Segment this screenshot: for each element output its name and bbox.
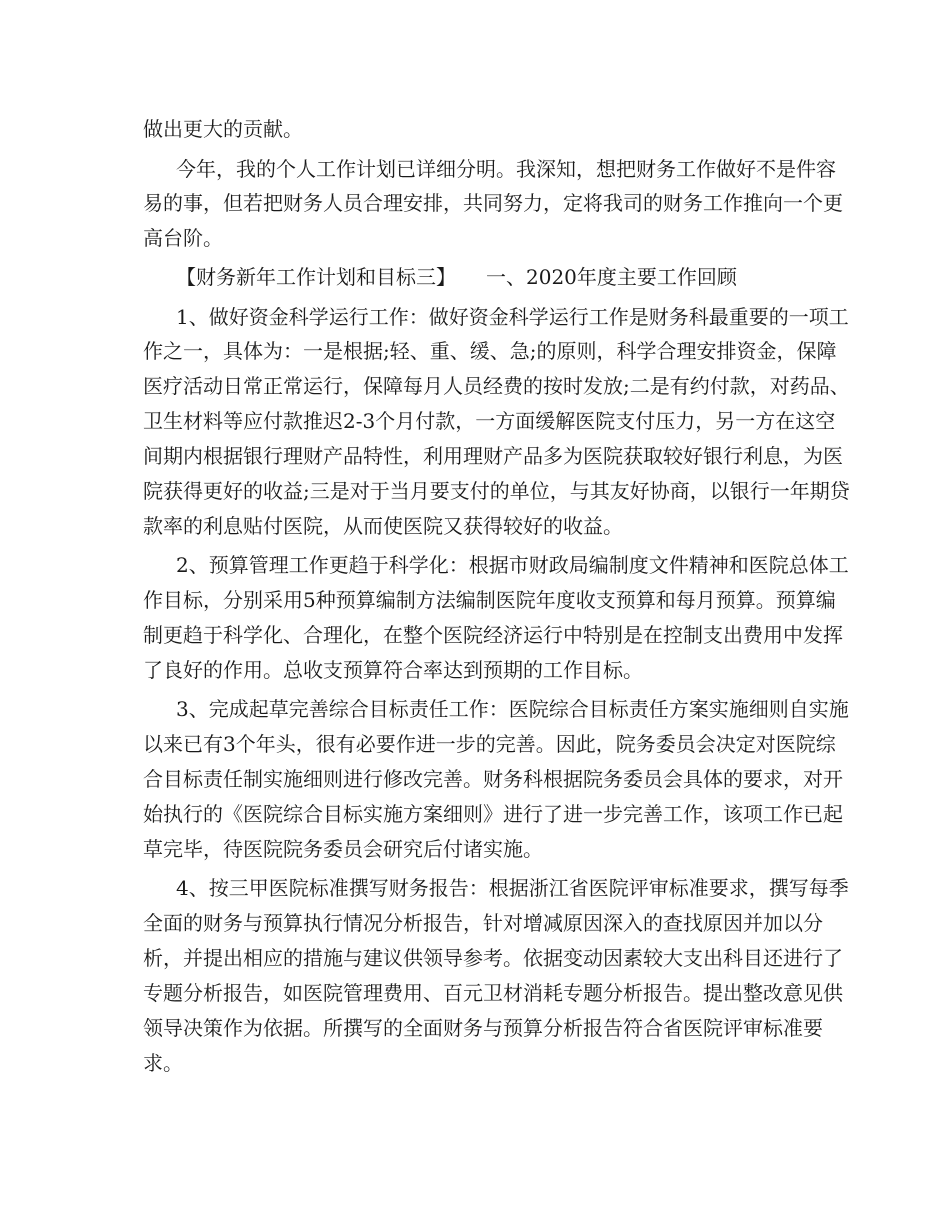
text-line: 易的事，但若把财务人员合理安排，共同努力，定将我司的财务工作推向一个更 (143, 191, 843, 215)
text-line: 款率的利息贴付医院，从而使医院又获得较好的收益。 (143, 514, 623, 538)
text-line: 合目标责任制实施细则进行修改完善。财务科根据院务委员会具体的要求，对开 (143, 767, 843, 791)
text-line: 今年，我的个人工作计划已详细分明。我深知，想把财务工作做好不是件容 (176, 157, 836, 181)
text-line: 始执行的《医院综合目标实施方案细则》进行了进一步完善工作，该项工作已起 (143, 802, 843, 826)
text-line: 1、做好资金科学运行工作：做好资金科学运行工作是财务科最重要的一项工 (176, 305, 849, 329)
text-line: 以来已有3个年头，很有必要作进一步的完善。因此，院务委员会决定对医院综 (143, 732, 836, 756)
text-line: 医疗活动日常正常运行，保障每月人员经费的按时发放;二是有约付款，对药品、 (143, 374, 850, 398)
text-line: 制更趋于科学化、合理化，在整个医院经济运行中特别是在控制支出费用中发挥 (143, 623, 843, 647)
section-heading: 【财务新年工作计划和目标三】 一、2020年度主要工作回顾 (176, 265, 737, 289)
text-line: 析，并提出相应的措施与建议供领导参考。依据变动因素较大支出科目还进行了 (143, 946, 843, 970)
text-line: 做出更大的贡献。 (143, 117, 303, 141)
text-line: 领导决策作为依据。所撰写的全面财务与预算分析报告符合省医院评审标准要 (143, 1016, 823, 1040)
text-line: 草完毕，待医院院务委员会研究后付诸实施。 (143, 837, 543, 861)
text-line: 高台阶。 (143, 226, 223, 250)
text-line: 2、预算管理工作更趋于科学化：根据市财政局编制度文件精神和医院总体工 (176, 553, 849, 577)
text-line: 求。 (143, 1051, 183, 1075)
text-line: 院获得更好的收益;三是对于当月要支付的单位，与其友好协商，以银行一年期贷 (143, 479, 850, 503)
text-line: 专题分析报告，如医院管理费用、百元卫材消耗专题分析报告。提出整改意见供 (143, 981, 843, 1005)
text-line: 了良好的作用。总收支预算符合率达到预期的工作目标。 (143, 658, 643, 682)
text-line: 4、按三甲医院标准撰写财务报告：根据浙江省医院评审标准要求，撰写每季 (176, 876, 849, 900)
text-line: 作目标，分别采用5种预算编制方法编制医院年度收支预算和每月预算。预算编 (143, 588, 836, 612)
text-line: 卫生材料等应付款推迟2-3个月付款，一方面缓解医院支付压力，另一方在这空 (143, 409, 836, 433)
text-line: 间期内根据银行理财产品特性，利用理财产品多为医院获取较好银行利息，为医 (143, 444, 843, 468)
text-line: 作之一，具体为：一是根据;轻、重、缓、急;的原则，科学合理安排资金，保障 (143, 339, 837, 363)
text-line: 全面的财务与预算执行情况分析报告，针对增减原因深入的查找原因并加以分 (143, 911, 823, 935)
text-line: 3、完成起草完善综合目标责任工作：医院综合目标责任方案实施细则自实施 (176, 697, 849, 721)
